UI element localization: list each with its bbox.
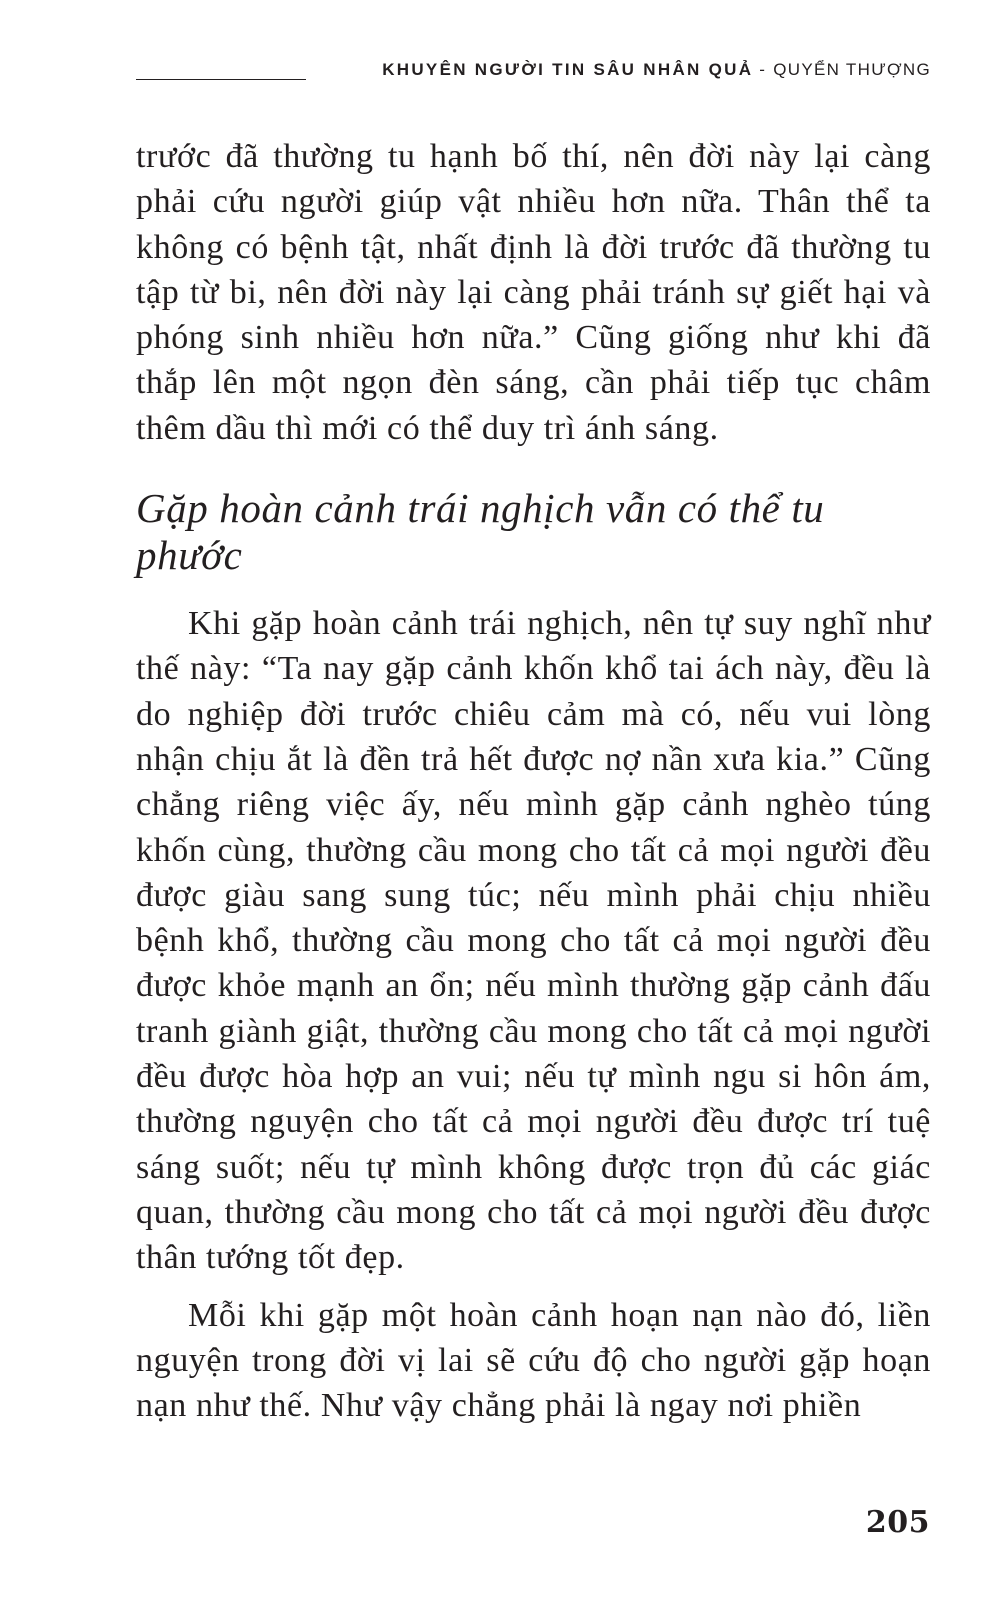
running-header [136, 58, 931, 86]
header-rule [136, 79, 306, 80]
header-separator: - [759, 60, 768, 79]
page-content [136, 134, 931, 1428]
section-heading: Gặp hoàn cảnh trái nghịch vẫn có thể tu phước [136, 485, 825, 579]
book-title: KHUYÊN NGƯỜI TIN SÂU NHÂN QUẢ [382, 60, 754, 79]
paragraph-adversity: Khi gặp hoàn cảnh trái nghịch, nên tự suy nghĩ như thế này: “Ta nay gặp cảnh khốn khổ tai ách này, đều là do nghiệp đời trước chiêu cảm mà có, nếu vui lòng nhận chịu ắt là đền trả hết được nợ nần xưa kia.” Cũng chẳng riêng việc ấy, nếu mình gặp cảnh nghèo túng khốn cùng, thường cầu mong cho tất cả mọi người đều được giàu sang sung túc; nếu mình phải chịu nhiều bệnh khổ, thường cầu mong cho tất cả mọi người đều được khỏe mạnh an ổn; nếu mình thường gặp cảnh đấu tranh giành giật, thường cầu mong cho tất cả mọi người đều được hòa hợp an vui; nếu tự mình ngu si hôn ám, thường nguyện cho tất cả mọi người đều được trí tuệ sáng suốt; nếu tự mình không được trọn đủ các giác quan, thường cầu mong cho tất cả mọi người đều được thân tướng tốt đẹp. [136, 605, 931, 1277]
header-text [382, 60, 931, 80]
volume-label: QUYỂN THƯỢNG [773, 60, 931, 79]
page-number: 205 [865, 1505, 930, 1540]
paragraph-vow: Mỗi khi gặp một hoàn cảnh hoạn nạn nào đó, liền nguyện trong đời vị lai sẽ cứu độ cho người gặp hoạn nạn như thế. Như vậy chẳng phải là ngay nơi phiền [136, 1296, 931, 1425]
paragraph-continuation: trước đã thường tu hạnh bố thí, nên đời này lại càng phải cứu người giúp vật nhiều hơn nữa. Thân thể ta không có bệnh tật, nhất định là đời trước đã thường tu tập từ bi, nên đời này lại càng phải tránh sự giết hại và phóng sinh nhiều hơn nữa.” Cũng giống như khi đã thắp lên một ngọn đèn sáng, cần phải tiếp tục châm thêm dầu thì mới có thể duy trì ánh sáng. [136, 138, 931, 447]
